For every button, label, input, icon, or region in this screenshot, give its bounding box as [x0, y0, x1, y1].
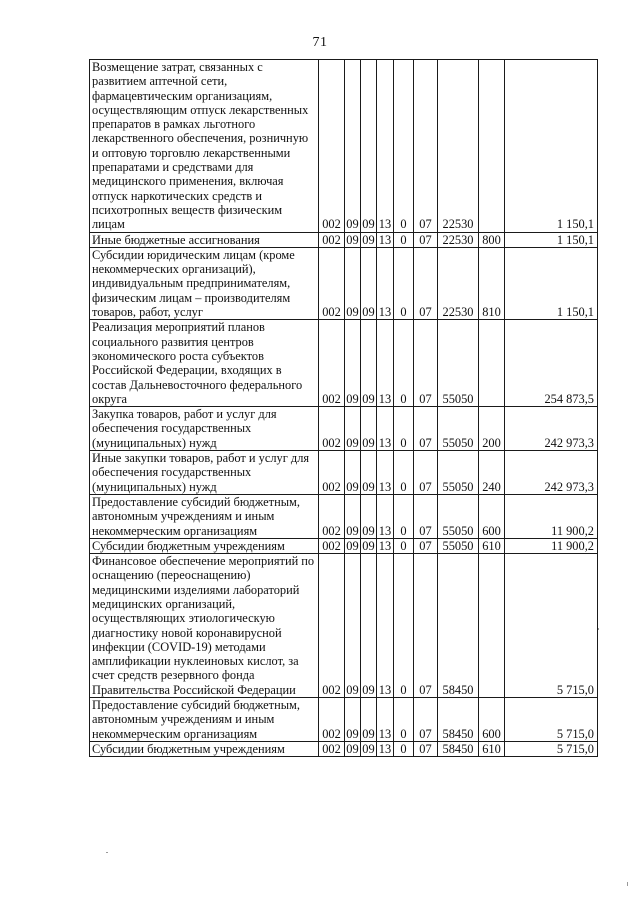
item-name: Реализация мероприятий планов социального развития центров экономического роста субъектов Российской Федерации, входящих в состав Дальневосточного федерального округа [90, 320, 319, 407]
event-code: 07 [414, 407, 438, 451]
table-row [90, 60, 598, 233]
table-row [90, 554, 598, 698]
ministry-code: 002 [319, 698, 345, 742]
section-code: 09 [346, 232, 359, 247]
direction-code: 58450 [438, 554, 479, 698]
event-code: 07 [414, 451, 438, 495]
scan-speck [627, 882, 628, 886]
direction-code: 55050 [438, 538, 479, 553]
expense-type-code: 610 [479, 741, 505, 756]
section-code: 09 [345, 247, 361, 319]
subsection-code: 09 [361, 247, 377, 319]
ministry-code: 002 [319, 247, 345, 319]
subprogram-code: 0 [394, 320, 414, 407]
program-code: 13 [377, 60, 394, 233]
subprogram-code: 0 [394, 407, 414, 451]
scan-speck [106, 852, 108, 853]
direction-code: 58450 [438, 698, 479, 742]
subsection-code: 09 [361, 320, 377, 407]
section-code: 09 [345, 698, 361, 742]
table-body [90, 60, 598, 757]
page-number: 71 [312, 35, 328, 50]
program-code: 13 [377, 320, 394, 407]
subprogram-code: 0 [394, 494, 414, 538]
subprogram-code: 0 [394, 60, 414, 233]
section-code: 09 [346, 538, 359, 553]
program-code: 13 [377, 554, 394, 698]
subprogram-code: 0 [394, 451, 414, 495]
table-row [90, 741, 598, 756]
table-row [90, 494, 598, 538]
program-code: 13 [377, 451, 394, 495]
section-code: 09 [346, 741, 359, 756]
program-code: 13 [377, 741, 394, 756]
program-code: 13 [377, 698, 394, 742]
item-name: Предоставление субсидий бюджетным, автономным учреждениям и иным некоммерческим организациям [90, 698, 319, 742]
subsection-code: 09 [361, 554, 377, 698]
program-code: 13 [377, 538, 394, 553]
expense-type-code: 810 [479, 247, 505, 319]
direction-code: 55050 [438, 451, 479, 495]
table-row [90, 407, 598, 451]
table-row [90, 538, 598, 553]
subsection-code: 09 [362, 232, 375, 247]
program-code: 13 [377, 232, 394, 247]
direction-code: 55050 [438, 494, 479, 538]
amount: 5 715,0 [505, 554, 598, 698]
subsection-code: 09 [362, 741, 375, 756]
section-code: 09 [345, 451, 361, 495]
event-code: 07 [414, 494, 438, 538]
amount: 11 900,2 [505, 538, 598, 553]
ministry-code: 002 [319, 232, 345, 247]
ministry-code: 002 [319, 60, 345, 233]
event-code: 07 [414, 698, 438, 742]
table-row [90, 320, 598, 407]
item-name: Субсидии бюджетным учреждениям [90, 741, 319, 756]
section-code: 09 [345, 320, 361, 407]
expense-type-code: 240 [479, 451, 505, 495]
amount: 242 973,3 [505, 451, 598, 495]
table-row [90, 451, 598, 495]
subsection-code: 09 [361, 451, 377, 495]
event-code: 07 [414, 247, 438, 319]
event-code: 07 [414, 538, 438, 553]
amount: 254 873,5 [505, 320, 598, 407]
expense-type-code: 600 [479, 698, 505, 742]
event-code: 07 [414, 320, 438, 407]
amount: 11 900,2 [505, 494, 598, 538]
subprogram-code: 0 [394, 247, 414, 319]
expense-type-code [479, 554, 505, 698]
program-code: 13 [377, 494, 394, 538]
ministry-code: 002 [319, 451, 345, 495]
item-name: Предоставление субсидий бюджетным, автономным учреждениям и иным некоммерческим организациям [90, 494, 319, 538]
subsection-code: 09 [361, 698, 377, 742]
section-code: 09 [345, 554, 361, 698]
expense-type-code: 200 [479, 407, 505, 451]
item-name: Иные закупки товаров, работ и услуг для обеспечения государственных (муниципальных) нужд [90, 451, 319, 495]
event-code: 07 [414, 554, 438, 698]
subprogram-code: 0 [394, 554, 414, 698]
item-name: Субсидии юридическим лицам (кроме некоммерческих организаций), индивидуальным предпринимателям, физическим лицам – производителям товаров, работ, услуг [90, 247, 319, 319]
amount: 1 150,1 [505, 60, 598, 233]
item-name: Субсидии бюджетным учреждениям [90, 538, 319, 553]
event-code: 07 [414, 232, 438, 247]
subprogram-code: 0 [394, 741, 414, 756]
expense-type-code: 610 [479, 538, 505, 553]
direction-code: 22530 [438, 232, 479, 247]
table-row [90, 232, 598, 247]
ministry-code: 002 [319, 741, 345, 756]
expense-type-code: 600 [479, 494, 505, 538]
ministry-code: 002 [319, 538, 345, 553]
section-code: 09 [345, 60, 361, 233]
section-code: 09 [345, 407, 361, 451]
amount: 5 715,0 [505, 741, 598, 756]
expense-type-code [479, 60, 505, 233]
event-code: 07 [414, 741, 438, 756]
amount: 5 715,0 [505, 698, 598, 742]
subsection-code: 09 [361, 407, 377, 451]
table-row [90, 698, 598, 742]
item-name: Закупка товаров, работ и услуг для обеспечения государственных (муниципальных) нужд [90, 407, 319, 451]
direction-code: 22530 [438, 60, 479, 233]
expense-type-code [479, 320, 505, 407]
ministry-code: 002 [319, 554, 345, 698]
table-row [90, 247, 598, 319]
ministry-code: 002 [319, 494, 345, 538]
item-name: Финансовое обеспечение мероприятий по оснащению (переоснащению) медицинскими изделиями лабораторий медицинских организаций, осуществляющих этиологическую диагностику новой коронавирусной инфекции (COVID-19) методами амплификации нуклеиновых кислот, за счет средств резервного фонда Правительства Российской Федерации [90, 554, 319, 698]
direction-code: 55050 [438, 320, 479, 407]
program-code: 13 [377, 407, 394, 451]
expense-type-code: 800 [479, 232, 505, 247]
ministry-code: 002 [319, 407, 345, 451]
program-code: 13 [377, 247, 394, 319]
direction-code: 22530 [438, 247, 479, 319]
budget-table [89, 59, 598, 757]
subsection-code: 09 [362, 538, 375, 553]
amount: 1 150,1 [505, 247, 598, 319]
subprogram-code: 0 [394, 698, 414, 742]
section-code: 09 [345, 494, 361, 538]
subsection-code: 09 [361, 494, 377, 538]
subprogram-code: 0 [394, 232, 414, 247]
amount: 1 150,1 [505, 232, 598, 247]
scan-speck [598, 628, 599, 630]
item-name: Иные бюджетные ассигнования [90, 232, 319, 247]
subsection-code: 09 [361, 60, 377, 233]
amount: 242 973,3 [505, 407, 598, 451]
direction-code: 55050 [438, 407, 479, 451]
item-name: Возмещение затрат, связанных с развитием аптечной сети, фармацевтическим организациям, осуществляющим отпуск лекарственных препаратов в рамках льготного лекарственного обеспечения, розничную и оптовую торговлю лекарственными препаратами и средствами для медицинского применения, включая отпуск наркотических средств и психотропных веществ физическим лицам [90, 60, 319, 233]
event-code: 07 [414, 60, 438, 233]
ministry-code: 002 [319, 320, 345, 407]
subprogram-code: 0 [394, 538, 414, 553]
direction-code: 58450 [438, 741, 479, 756]
